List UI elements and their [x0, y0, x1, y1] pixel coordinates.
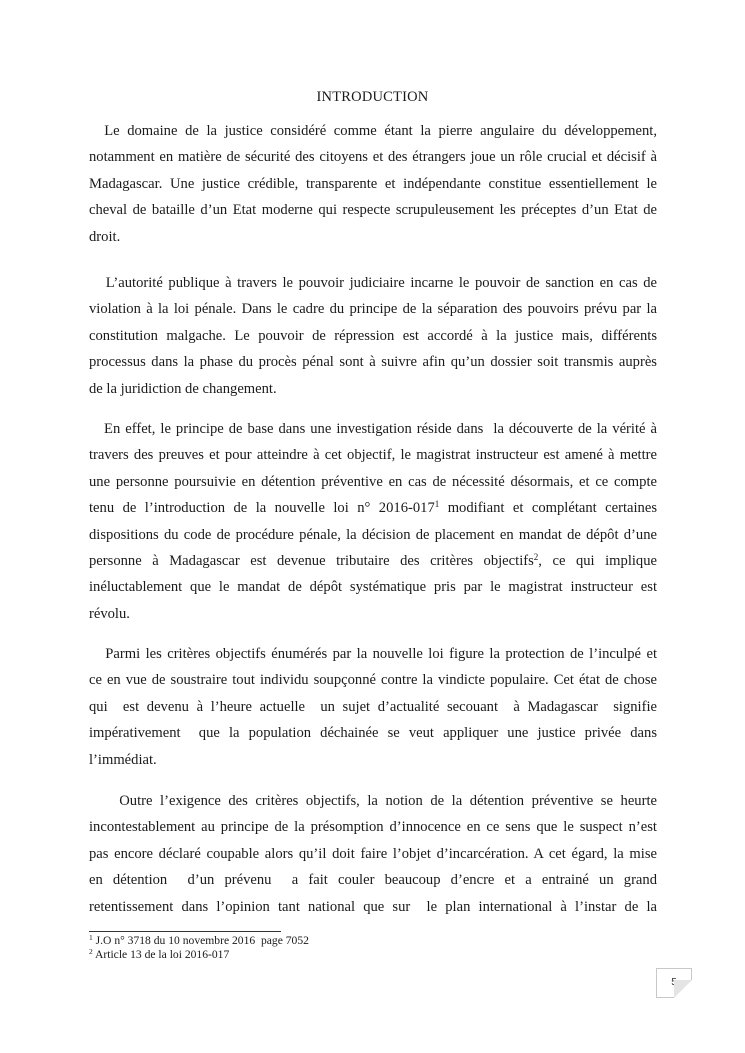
- text-segment: modifiant et complétant certaines: [439, 500, 657, 517]
- text-line: de la juridiction de changement.: [89, 380, 277, 397]
- footnote-mark: 1: [89, 933, 93, 942]
- text-line: constitution malgache. Le pouvoir de répression est accordé à la justice mais, différents: [89, 327, 657, 344]
- text-line: droit.: [89, 228, 121, 245]
- footnote-text: Article 13 de la loi 2016-017: [92, 947, 230, 961]
- text-line-with-footnote: [89, 495, 657, 521]
- text-line: impérativement que la population déchainée se veut appliquer une justice privée dans: [89, 725, 657, 742]
- text-line: qui est devenu à l’heure actuelle un sujet d’actualité secouant à Madagascar signifie: [89, 698, 657, 715]
- text-line: Outre l’exigence des critères objectifs, la notion de la détention préventive se heurte: [89, 793, 657, 809]
- text-line: Parmi les critères objectifs énumérés par la nouvelle loi figure la protection de l’inculpé et: [89, 646, 657, 662]
- paragraph-4: [89, 641, 657, 773]
- footnote-1: [89, 934, 309, 948]
- footnote-separator: [89, 931, 281, 932]
- footnote-2: [89, 948, 309, 962]
- text-line: retentissement dans l’opinion tant national que sur le plan international à l’instar de la: [89, 898, 657, 915]
- text-line: travers des preuves et pour atteindre à cet objectif, le magistrat instructeur est amené à mettre: [89, 447, 657, 464]
- text-line: cheval de bataille d’un Etat moderne qui respecte scrupuleusement les préceptes d’un Etat de: [89, 202, 657, 219]
- text-line: ce en vue de soustraire tout individu soupçonné contre la vindicte populaire. Cet état de chose: [89, 672, 657, 689]
- text-segment: personne à Madagascar est devenue tributaire des critères objectifs: [89, 553, 534, 570]
- text-line: incontestablement au principe de la présomption d’innocence en ce sens que le suspect n’est: [89, 819, 657, 836]
- text-line: L’autorité publique à travers le pouvoir judiciaire incarne le pouvoir de sanction en cas de: [89, 275, 657, 291]
- footnote-ref-1: 1: [434, 499, 440, 510]
- text-line-with-footnote: [89, 548, 657, 574]
- text-segment: tenu de l’introduction de la nouvelle loi n° 2016-017: [89, 500, 435, 517]
- paragraph-2: [89, 270, 657, 402]
- text-segment: , ce qui implique: [538, 553, 657, 570]
- page-title: INTRODUCTION: [316, 89, 429, 105]
- paragraph-1: [89, 118, 657, 250]
- text-line: En effet, le principe de base dans une investigation réside dans la découverte de la vérité à: [89, 421, 657, 437]
- text-line: une personne poursuivie en détention préventive en cas de nécessité désormais, et ce compte: [89, 473, 657, 490]
- text-line: notamment en matière de sécurité des citoyens et des étrangers joue un rôle crucial et décisif à: [89, 149, 657, 166]
- text-line: pas encore déclaré coupable alors qu’il doit faire l’objet d’incarcération. A cet égard, la mise: [89, 845, 657, 862]
- paragraph-5: [89, 788, 657, 920]
- footnote-ref-2: 2: [533, 552, 539, 563]
- text-line: violation à la loi pénale. Dans le cadre du principe de la séparation des pouvoirs prévu par la: [89, 301, 657, 318]
- footnotes: [89, 934, 309, 962]
- text-line: révolu.: [89, 605, 130, 622]
- footnote-mark: 2: [89, 946, 93, 956]
- text-line: l’immédiat.: [89, 751, 157, 768]
- text-line: Le domaine de la justice considéré comme étant la pierre angulaire du développement,: [89, 123, 657, 139]
- text-line: dispositions du code de procédure pénale, la décision de placement en mandat de dépôt d’une: [89, 526, 657, 543]
- page-number: 5: [656, 968, 692, 998]
- paragraph-3: [89, 416, 657, 627]
- text-line: processus dans la phase du procès pénal sont à suivre afin qu’un dossier soit transmis auprès: [89, 354, 657, 371]
- text-line: inéluctablement que le mandat de dépôt systématique pris par le magistrat instructeur est: [89, 579, 657, 596]
- footnote-text: J.O n° 3718 du 10 novembre 2016 page 7052: [92, 934, 309, 947]
- text-line: en détention d’un prévenu a fait couler beaucoup d’encre et a entrainé un grand: [89, 872, 657, 889]
- text-line: Madagascar. Une justice crédible, transparente et indépendante constitue essentiellement le: [89, 175, 657, 192]
